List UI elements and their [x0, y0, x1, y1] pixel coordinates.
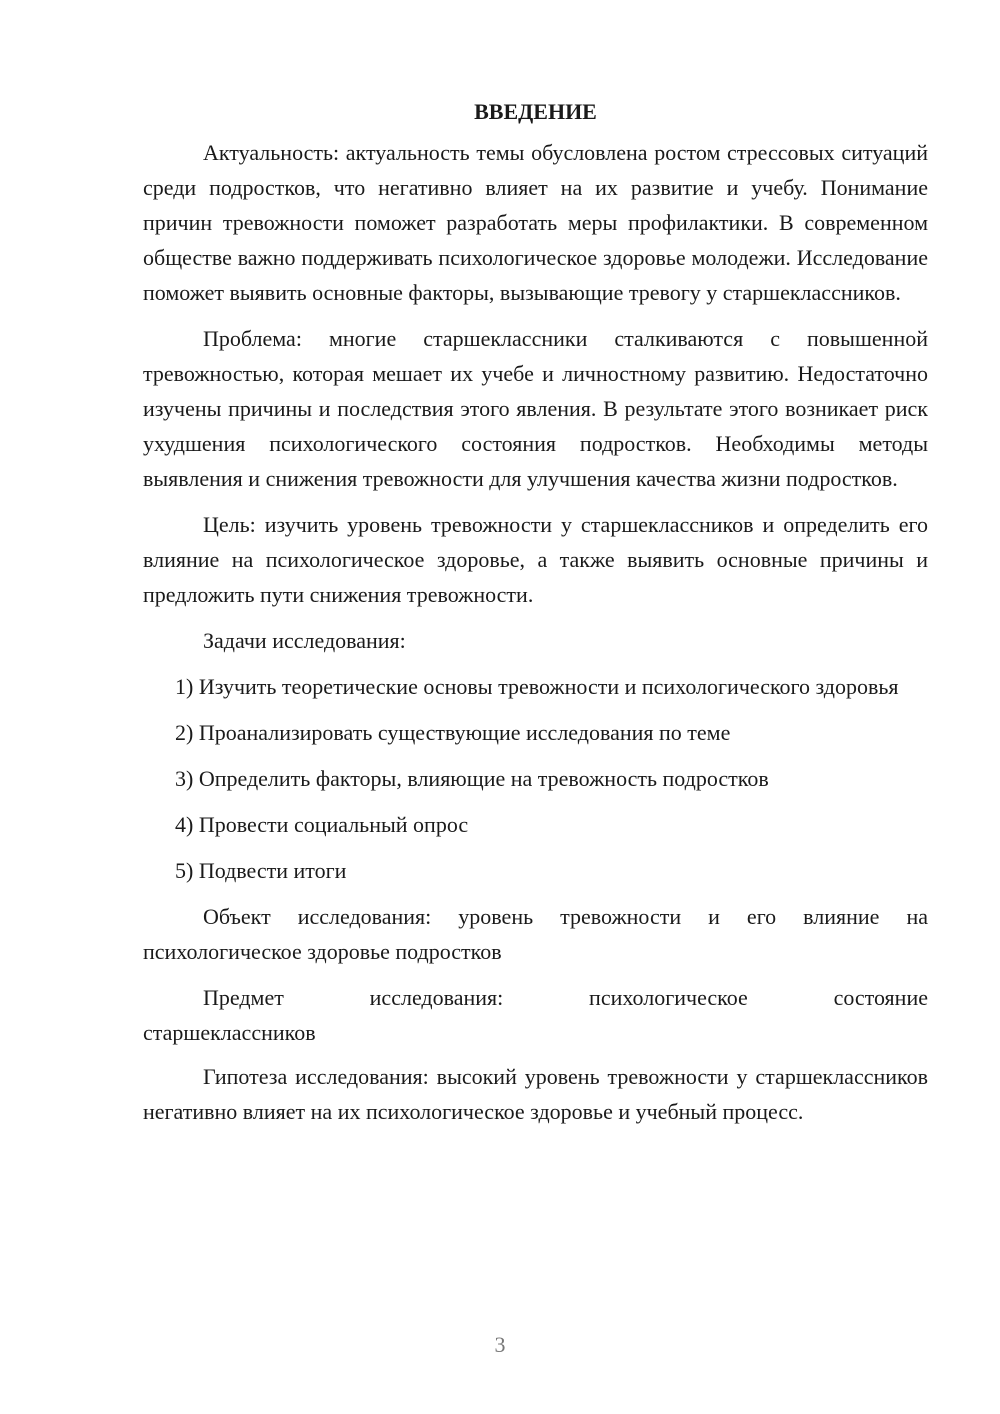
hypothesis-paragraph: Гипотеза исследования: высокий уровень тревожности у старшеклассников негативно влияет на их психологическое здоровье и учебный процесс.: [143, 1064, 928, 1124]
relevance-paragraph: Актуальность: актуальность темы обусловлена ростом стрессовых ситуаций среди подростков, что негативно влияет на их развитие и учебу. Понимание причин тревожности поможет разработать меры профилактики. В современном обществе важно поддерживать психологическое здоровье молодежи. Исследование поможет выявить основные факторы, вызывающие тревогу у старшеклассников.: [143, 140, 928, 305]
subject-first-line: [143, 980, 928, 1015]
list-item: 4) Провести социальный опрос: [175, 812, 469, 837]
list-item: 3) Определить факторы, влияющие на тревожность подростков: [175, 766, 769, 791]
list-item: 1) Изучить теоретические основы тревожности и психологического здоровья: [175, 674, 899, 699]
page-title: ВВЕДЕНИЕ: [474, 99, 597, 124]
tasks-heading: Задачи исследования:: [203, 628, 406, 653]
list-item: 5) Подвести итоги: [175, 858, 347, 883]
subject-word: исследования:: [369, 985, 504, 1010]
subject-word: психологическое: [589, 985, 748, 1010]
page-number: 3: [494, 1332, 506, 1357]
subject-second-line: старшеклассников: [143, 1020, 316, 1045]
tasks-list: [143, 669, 928, 888]
list-item: 2) Проанализировать существующие исследования по теме: [175, 720, 731, 745]
subject-word: Предмет: [203, 985, 284, 1010]
subject-paragraph: [143, 980, 928, 1050]
page-content: [143, 94, 928, 1140]
problem-paragraph: Проблема: многие старшеклассники сталкиваются с повышенной тревожностью, которая мешает их учебе и личностному развитию. Недостаточно изучены причины и последствия этого явления. В результате этого возникает риск ухудшения психологического состояния подростков. Необходимы методы выявления и снижения тревожности для улучшения качества жизни подростков.: [143, 326, 928, 491]
subject-word: состояние: [833, 985, 928, 1010]
goal-paragraph: Цель: изучить уровень тревожности у старшеклассников и определить его влияние на психологическое здоровье, а также выявить основные причины и предложить пути снижения тревожности.: [143, 512, 928, 607]
object-paragraph: Объект исследования: уровень тревожности и его влияние на психологическое здоровье подростков: [143, 904, 928, 964]
